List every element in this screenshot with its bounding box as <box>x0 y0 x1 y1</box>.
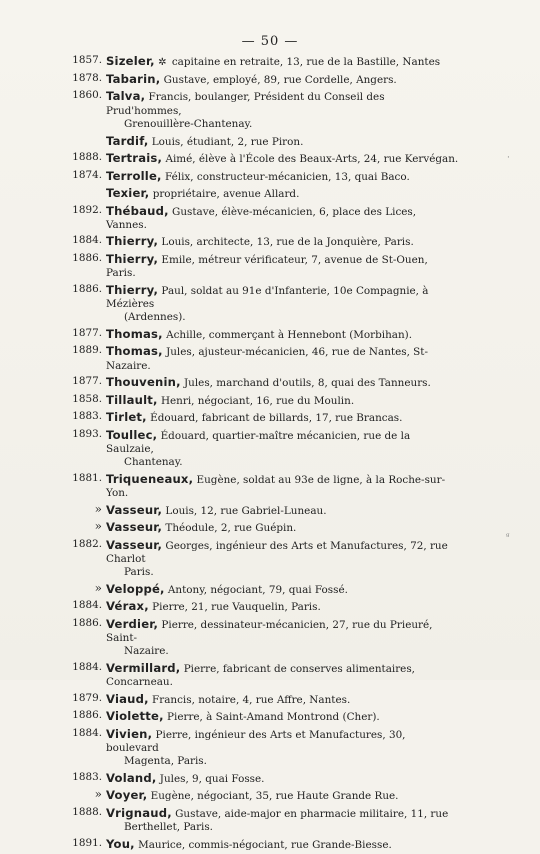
entry-continuation: Berthellet, Paris. <box>124 821 213 834</box>
entry-continuation: Chantenay. <box>124 456 183 469</box>
entry-year: 1881. <box>72 471 102 484</box>
directory-entry <box>72 186 460 201</box>
entry-year: 1860. <box>72 89 102 102</box>
entry-content <box>106 151 460 166</box>
entry-content <box>106 788 460 803</box>
entry-surname: Tardif, <box>106 133 149 148</box>
entry-details: Théodule, 2, rue Guépin. <box>165 522 297 535</box>
entry-continuation: Nazaire. <box>124 645 169 658</box>
entry-year: 1877. <box>72 375 102 388</box>
entry-details: Paul, soldat au 91e d'Infanterie, 10e Compagnie, à Mézières <box>106 284 429 311</box>
entry-details: Jules, marchand d'outils, 8, quai des Tanneurs. <box>184 377 431 390</box>
entry-surname: Vasseur, <box>106 537 163 552</box>
entry-surname: Tabarin, <box>106 71 161 86</box>
directory-entry <box>72 234 460 249</box>
entry-year: 1888. <box>72 151 102 164</box>
entry-details: Pierre, à Saint-Amand Montrond (Cher). <box>167 711 380 724</box>
entry-content <box>106 344 460 373</box>
entry-year: 1889. <box>72 344 102 357</box>
entry-surname: Toullec, <box>106 427 158 442</box>
margin-dot-mark: · <box>507 153 510 163</box>
entry-content <box>106 472 460 501</box>
entry-content <box>106 234 460 249</box>
entry-surname: Triqueneaux, <box>106 471 194 486</box>
directory-entry <box>72 283 460 325</box>
entry-surname: You, <box>106 836 135 851</box>
entry-content <box>106 375 460 390</box>
entry-year: 1857. <box>72 54 102 66</box>
entry-year: 1884. <box>72 660 102 673</box>
directory-entry <box>72 344 460 373</box>
entry-content <box>106 661 460 690</box>
entry-surname: Tirlet, <box>106 410 147 425</box>
entry-surname: Voyer, <box>106 788 148 803</box>
entry-content <box>106 327 460 342</box>
entry-content <box>106 72 460 87</box>
entry-surname: Sizeler, <box>106 54 155 68</box>
entry-content <box>106 186 460 201</box>
entry-details: capitaine en retraite, 13, rue de la Bastille, Nantes <box>171 56 441 68</box>
directory-entry <box>72 771 460 786</box>
entry-details: Gustave, aide-major en pharmacie militaire, 11, rue <box>175 807 449 820</box>
directory-entry <box>72 252 460 281</box>
entry-year: 1882. <box>72 537 102 550</box>
entry-surname: Voland, <box>106 770 157 785</box>
directory-entry <box>72 617 460 659</box>
entry-continuation: Grenouillère-Chantenay. <box>124 118 253 131</box>
entry-year: » <box>94 787 102 802</box>
entry-details: Eugène, négociant, 35, rue Haute Grande Rue. <box>150 790 399 803</box>
entry-content <box>106 169 460 184</box>
entry-continuation: Magenta, Paris. <box>124 755 207 768</box>
entry-content <box>106 538 460 580</box>
entry-details: Francis, boulanger, Président du Conseil des Prud'hommes, <box>106 91 385 117</box>
entry-surname: Vasseur, <box>106 502 163 517</box>
entry-surname: Thierry, <box>106 282 159 297</box>
directory-list <box>72 54 460 854</box>
entry-year: 1888. <box>72 805 102 818</box>
entry-content <box>106 520 460 535</box>
entry-surname: Tillault, <box>106 392 158 407</box>
entry-year: » <box>94 580 102 595</box>
entry-continuation: (Ardennes). <box>124 311 186 324</box>
entry-content <box>106 727 460 769</box>
directory-entry <box>72 89 460 131</box>
entry-content <box>106 54 460 70</box>
entry-surname: Tertrais, <box>106 151 163 166</box>
directory-entry <box>72 134 460 149</box>
entry-year: 1884. <box>72 599 102 612</box>
entry-surname: Violette, <box>106 709 164 724</box>
entry-year: » <box>94 501 102 516</box>
entry-year: 1886. <box>72 709 102 722</box>
entry-details: Félix, constructeur-mécanicien, 13, quai Baco. <box>164 170 410 183</box>
directory-entry <box>72 538 460 580</box>
directory-entry <box>72 204 460 233</box>
entry-surname: Thomas, <box>106 326 163 341</box>
directory-entry <box>72 54 460 70</box>
entry-details: Jules, 9, quai Fosse. <box>159 772 265 785</box>
entry-details: Louis, architecte, 13, rue de la Jonquière, Paris. <box>161 236 414 249</box>
entry-details: Louis, étudiant, 2, rue Piron. <box>151 135 304 148</box>
entry-details: Antony, négociant, 79, quai Fossé. <box>167 583 348 596</box>
entry-content <box>106 709 460 724</box>
entry-details: Jules, ajusteur-mécanicien, 46, rue de Nantes, St-Nazaire. <box>106 346 428 372</box>
entry-content <box>106 428 460 470</box>
entry-surname: Thébaud, <box>106 203 169 218</box>
page-number: — 50 — <box>241 34 299 49</box>
entry-content <box>106 599 460 614</box>
entry-year: 1886. <box>72 251 102 264</box>
directory-entry <box>72 503 460 518</box>
entry-content <box>106 252 460 281</box>
entry-content <box>106 204 460 233</box>
entry-surname: Veloppé, <box>106 581 165 596</box>
entry-year: 1883. <box>72 410 102 423</box>
entry-content <box>106 89 460 131</box>
directory-entry <box>72 582 460 597</box>
directory-entry <box>72 788 460 803</box>
entry-surname: Vivien, <box>106 726 153 741</box>
directory-entry <box>72 151 460 166</box>
directory-entry <box>72 727 460 769</box>
entry-content <box>106 771 460 786</box>
entry-year: 1877. <box>72 326 102 339</box>
directory-entry <box>72 375 460 390</box>
entry-surname: Thierry, <box>106 251 159 266</box>
entry-year: 1874. <box>72 168 102 181</box>
entry-details: propriétaire, avenue Allard. <box>152 188 300 201</box>
entry-content <box>106 503 460 518</box>
entry-year: » <box>94 519 102 534</box>
entry-details: Pierre, dessinateur-mécanicien, 27, rue du Prieuré, Saint- <box>106 618 433 645</box>
entry-surname: Viaud, <box>106 691 149 706</box>
entry-year: 1891. <box>72 836 102 849</box>
entry-details: Henri, négociant, 16, rue du Moulin. <box>160 394 355 407</box>
directory-entry <box>72 472 460 501</box>
entry-continuation: Paris. <box>124 566 154 579</box>
entry-year: 1858. <box>72 392 102 405</box>
entry-details: Louis, 12, rue Gabriel-Luneau. <box>165 504 327 517</box>
entry-year: 1886. <box>72 282 102 295</box>
entry-details: Francis, notaire, 4, rue Affre, Nantes. <box>152 693 351 706</box>
directory-entry <box>72 327 460 342</box>
entry-details: Pierre, ingénieur des Arts et Manufactures, 30, boulevard <box>106 728 406 754</box>
entry-surname: Vrignaud, <box>106 805 172 820</box>
entry-details: Eugène, soldat au 93e de ligne, à la Roche-sur-Yon. <box>106 473 446 500</box>
entry-surname: Texier, <box>106 186 150 201</box>
entry-content <box>106 393 460 408</box>
entry-details: Maurice, commis-négociant, rue Grande-Biesse. <box>138 838 392 851</box>
entry-content <box>106 692 460 707</box>
entry-surname: Vasseur, <box>106 520 163 535</box>
entry-details: Pierre, fabricant de conserves alimentaires, Concarneau. <box>106 662 415 689</box>
directory-entry <box>72 428 460 470</box>
directory-entry <box>72 410 460 425</box>
entry-details: Achille, commerçant à Hennebont (Morbihan). <box>166 328 413 341</box>
directory-entry <box>72 520 460 535</box>
entry-surname: Vérax, <box>106 599 149 614</box>
entry-details: Gustave, élève-mécanicien, 6, place des Lices, Vannes. <box>106 205 417 231</box>
directory-entry <box>72 393 460 408</box>
entry-surname: Thierry, <box>106 234 159 249</box>
entry-year: 1886. <box>72 616 102 629</box>
entry-year: 1878. <box>72 71 102 84</box>
entry-content <box>106 134 460 149</box>
margin-ink-mark: ᵍ <box>506 532 510 542</box>
entry-details: Édouard, quartier-maître mécanicien, rue de la Saulzaie, <box>106 429 411 455</box>
entry-content <box>106 410 460 425</box>
entry-surname: Thomas, <box>106 344 163 359</box>
entry-content <box>106 617 460 659</box>
entry-year: 1884. <box>72 234 102 247</box>
entry-content <box>106 837 460 852</box>
entry-year: 1893. <box>72 427 102 440</box>
entry-year: 1879. <box>72 691 102 704</box>
entry-surname: Vermillard, <box>106 660 181 675</box>
directory-entry <box>72 72 460 87</box>
entry-details: Emile, métreur vérificateur, 7, avenue de St-Ouen, Paris. <box>106 253 428 280</box>
entry-year: 1892. <box>72 203 102 216</box>
entry-surname: Terrolle, <box>106 168 162 183</box>
directory-entry <box>72 599 460 614</box>
entry-details: Aimé, élève à l'École des Beaux-Arts, 24, rue Kervégan. <box>165 153 459 166</box>
entry-content <box>106 806 460 835</box>
entry-details: Gustave, employé, 89, rue Cordelle, Angers. <box>163 73 397 86</box>
entry-details: Pierre, 21, rue Vauquelin, Paris. <box>152 601 321 614</box>
entry-year: 1884. <box>72 726 102 739</box>
entry-details: Édouard, fabricant de billards, 17, rue Brancas. <box>150 412 403 425</box>
directory-entry <box>72 169 460 184</box>
entry-content <box>106 582 460 597</box>
entry-content <box>106 283 460 325</box>
directory-entry <box>72 837 460 852</box>
directory-entry <box>72 806 460 835</box>
entry-surname: Thouvenin, <box>106 375 181 390</box>
entry-surname: Talva, <box>106 89 146 104</box>
directory-entry <box>72 692 460 707</box>
decoration-star-icon: ✲ <box>158 57 167 68</box>
entry-details: Georges, ingénieur des Arts et Manufactures, 72, rue Charlot <box>106 539 448 565</box>
directory-entry <box>72 661 460 690</box>
entry-surname: Verdier, <box>106 616 159 631</box>
directory-entry <box>72 709 460 724</box>
entry-year: 1883. <box>72 770 102 783</box>
